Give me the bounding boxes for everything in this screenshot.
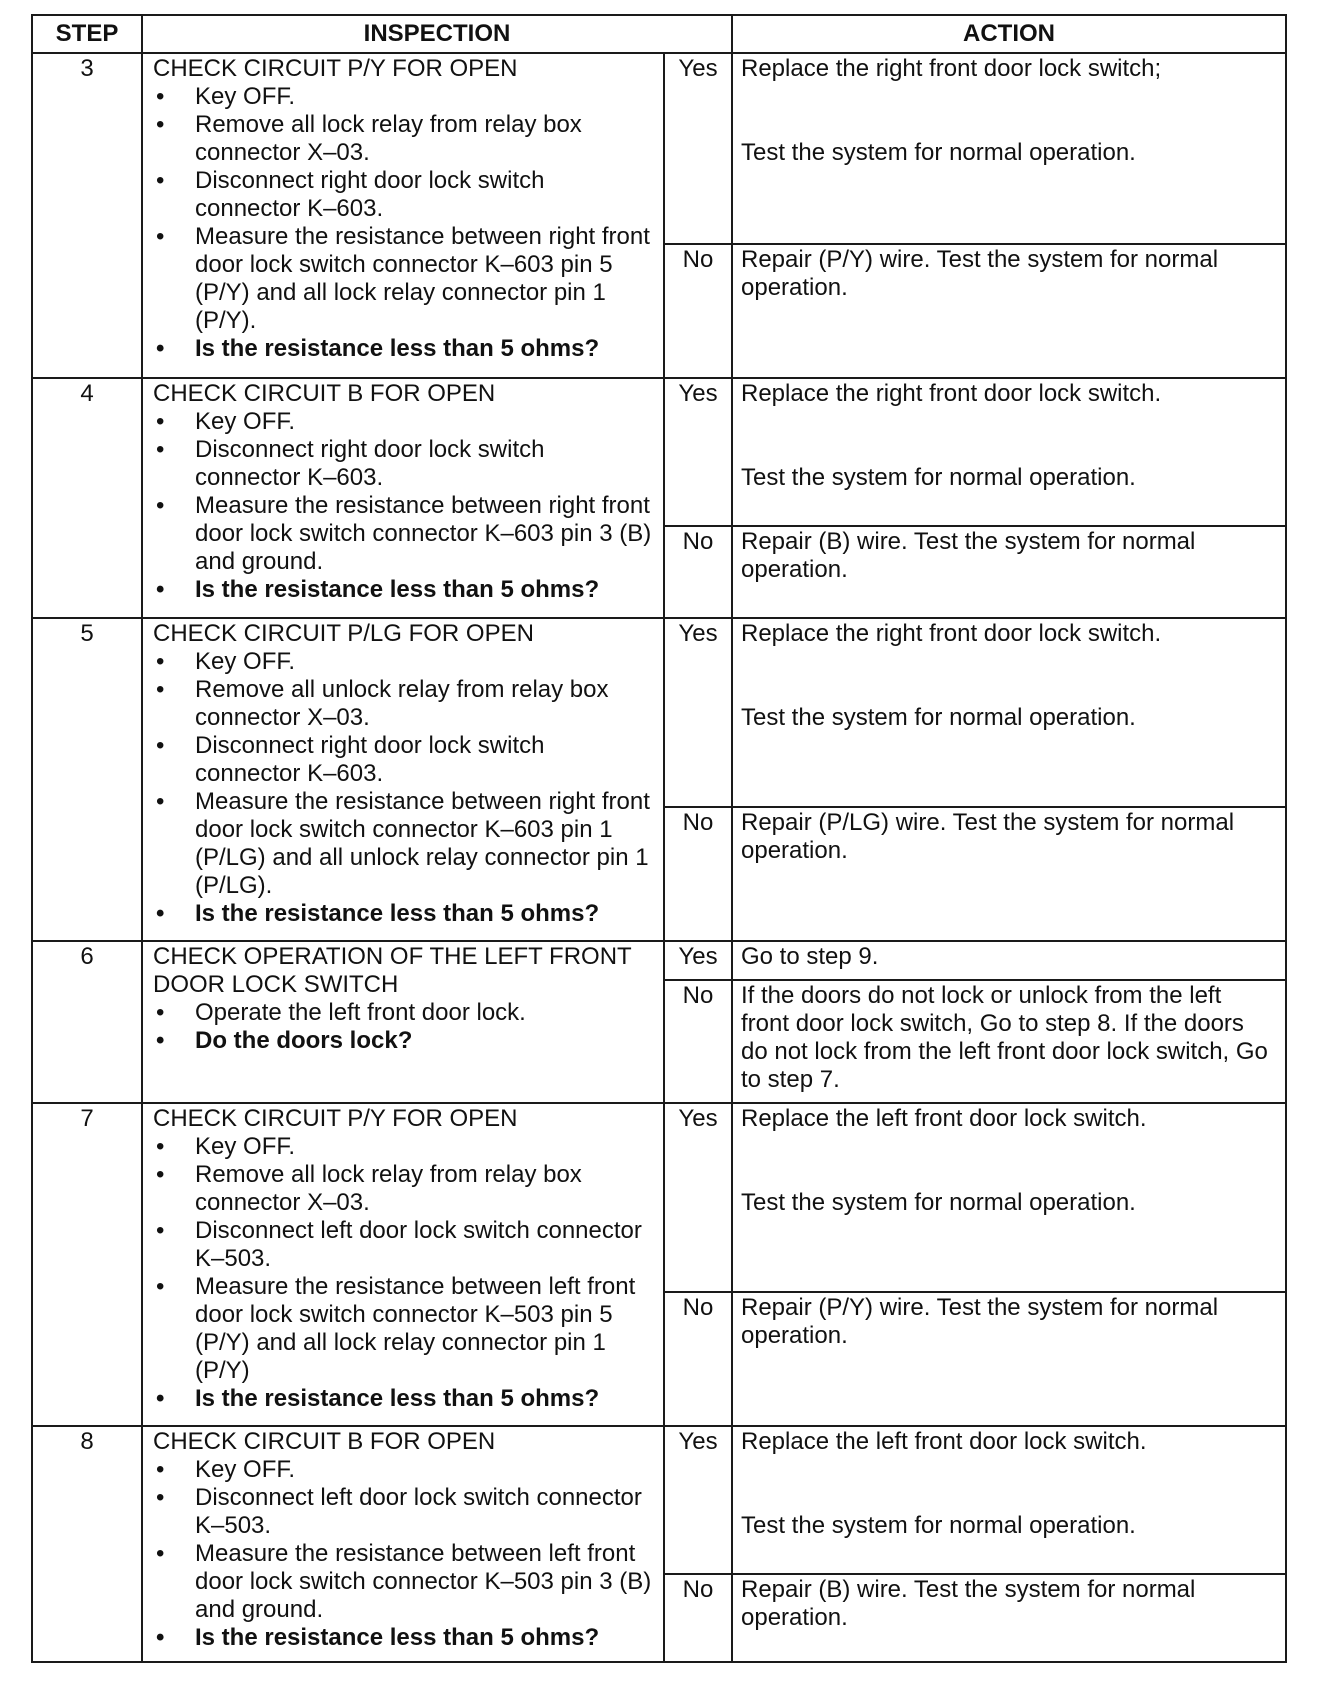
no-label: No <box>664 526 732 618</box>
step-row-yes <box>32 618 1286 807</box>
inspection-title: CHECK CIRCUIT B FOR OPEN <box>153 1428 496 1455</box>
inspection-header: INSPECTION <box>142 15 732 53</box>
inspection-bullet-list <box>153 1133 655 1413</box>
inspection-bullet: • Remove all lock relay from relay box connector X–03. <box>153 1161 655 1217</box>
no-action: Repair (P/Y) wire. Test the system for normal operation. <box>732 244 1286 378</box>
yes-action-followup: Test the system for normal operation. <box>741 704 1136 731</box>
inspection-bullet: • Key OFF. <box>153 408 655 436</box>
no-label: No <box>664 1574 732 1662</box>
inspection-cell <box>142 1103 664 1426</box>
yes-label: Yes <box>664 1426 732 1574</box>
yes-action-followup: Test the system for normal operation. <box>741 464 1136 491</box>
inspection-question: • Do the doors lock? <box>153 1027 655 1055</box>
step-number: 6 <box>32 941 142 1103</box>
inspection-cell <box>142 378 664 618</box>
inspection-bullet: • Remove all unlock relay from relay box connector X–03. <box>153 676 655 732</box>
action-header: ACTION <box>732 15 1286 53</box>
yes-label: Yes <box>664 941 732 980</box>
yes-action-cell <box>732 618 1286 807</box>
yes-action: Go to step 9. <box>741 943 879 970</box>
troubleshooting-table <box>31 14 1287 1663</box>
inspection-bullet: • Operate the left front door lock. <box>153 999 655 1027</box>
inspection-title: CHECK CIRCUIT P/LG FOR OPEN <box>153 620 534 647</box>
inspection-title: CHECK CIRCUIT P/Y FOR OPEN <box>153 55 518 82</box>
yes-action-followup: Test the system for normal operation. <box>741 139 1136 166</box>
no-label: No <box>664 1292 732 1426</box>
inspection-question: • Is the resistance less than 5 ohms? <box>153 1624 655 1652</box>
no-action: Repair (B) wire. Test the system for normal operation. <box>732 526 1286 618</box>
inspection-question: • Is the resistance less than 5 ohms? <box>153 576 655 604</box>
yes-action: Replace the right front door lock switch; <box>741 55 1162 82</box>
inspection-bullet: • Disconnect right door lock switch connector K–603. <box>153 732 655 788</box>
step-row-yes <box>32 1103 1286 1292</box>
yes-action-followup: Test the system for normal operation. <box>741 1189 1136 1216</box>
inspection-bullet-list <box>153 408 655 604</box>
step-number: 4 <box>32 378 142 618</box>
yes-action-cell <box>732 53 1286 244</box>
yes-label: Yes <box>664 378 732 526</box>
inspection-question: • Is the resistance less than 5 ohms? <box>153 900 655 928</box>
step-row-yes <box>32 1426 1286 1574</box>
inspection-bullet-list <box>153 648 655 928</box>
yes-action: Replace the left front door lock switch. <box>741 1428 1147 1455</box>
no-action: Repair (B) wire. Test the system for normal operation. <box>732 1574 1286 1662</box>
inspection-bullet: • Disconnect left door lock switch connector K–503. <box>153 1484 655 1540</box>
inspection-bullet: • Measure the resistance between right front door lock switch connector K–603 pin 3 (B) and ground. <box>153 492 655 576</box>
inspection-bullet: • Measure the resistance between right front door lock switch connector K–603 pin 5 (P/Y) and all lock relay connector pin 1 (P/Y). <box>153 223 655 335</box>
inspection-bullet: • Key OFF. <box>153 83 655 111</box>
step-number: 8 <box>32 1426 142 1662</box>
inspection-question: • Is the resistance less than 5 ohms? <box>153 1385 655 1413</box>
inspection-question: • Is the resistance less than 5 ohms? <box>153 335 655 363</box>
inspection-cell <box>142 941 664 1103</box>
yes-action: Replace the right front door lock switch. <box>741 620 1162 647</box>
step-header: STEP <box>32 15 142 53</box>
inspection-cell <box>142 618 664 941</box>
step-number: 5 <box>32 618 142 941</box>
step-number: 7 <box>32 1103 142 1426</box>
inspection-title: CHECK CIRCUIT P/Y FOR OPEN <box>153 1105 518 1132</box>
inspection-bullet-list <box>153 1456 655 1652</box>
step-row-yes <box>32 53 1286 244</box>
inspection-title: CHECK OPERATION OF THE LEFT FRONT DOOR LOCK SWITCH <box>153 943 632 998</box>
inspection-bullet: • Disconnect right door lock switch connector K–603. <box>153 436 655 492</box>
inspection-bullet: • Measure the resistance between left front door lock switch connector K–503 pin 3 (B) and ground. <box>153 1540 655 1624</box>
inspection-bullet: • Measure the resistance between left front door lock switch connector K–503 pin 5 (P/Y) and all lock relay connector pin 1 (P/Y) <box>153 1273 655 1385</box>
inspection-bullet-list <box>153 999 655 1055</box>
yes-action: Replace the left front door lock switch. <box>741 1105 1147 1132</box>
inspection-bullet: • Key OFF. <box>153 1133 655 1161</box>
step-number: 3 <box>32 53 142 378</box>
yes-label: Yes <box>664 53 732 244</box>
inspection-bullet: • Disconnect right door lock switch connector K–603. <box>153 167 655 223</box>
yes-action-cell <box>732 941 1286 980</box>
yes-label: Yes <box>664 1103 732 1292</box>
inspection-bullet: • Measure the resistance between right front door lock switch connector K–603 pin 1 (P/LG) and all unlock relay connector pin 1 (P/LG). <box>153 788 655 900</box>
inspection-title: CHECK CIRCUIT B FOR OPEN <box>153 380 496 407</box>
inspection-bullet: • Key OFF. <box>153 648 655 676</box>
no-label: No <box>664 980 732 1103</box>
inspection-bullet-list <box>153 83 655 363</box>
step-row-yes <box>32 941 1286 980</box>
yes-label: Yes <box>664 618 732 807</box>
header-row <box>32 15 1286 53</box>
yes-action: Replace the right front door lock switch. <box>741 380 1162 407</box>
inspection-cell <box>142 53 664 378</box>
no-action: If the doors do not lock or unlock from the left front door lock switch, Go to step 8. If the doors do not lock from the left front door lock switch, Go to step 7. <box>732 980 1286 1103</box>
yes-action-cell <box>732 1103 1286 1292</box>
step-row-yes <box>32 378 1286 526</box>
inspection-bullet: • Remove all lock relay from relay box connector X–03. <box>153 111 655 167</box>
inspection-cell <box>142 1426 664 1662</box>
no-action: Repair (P/Y) wire. Test the system for normal operation. <box>732 1292 1286 1426</box>
no-action: Repair (P/LG) wire. Test the system for normal operation. <box>732 807 1286 941</box>
yes-action-followup: Test the system for normal operation. <box>741 1512 1136 1539</box>
yes-action-cell <box>732 378 1286 526</box>
inspection-bullet: • Disconnect left door lock switch connector K–503. <box>153 1217 655 1273</box>
inspection-bullet: • Key OFF. <box>153 1456 655 1484</box>
yes-action-cell <box>732 1426 1286 1574</box>
no-label: No <box>664 244 732 378</box>
no-label: No <box>664 807 732 941</box>
